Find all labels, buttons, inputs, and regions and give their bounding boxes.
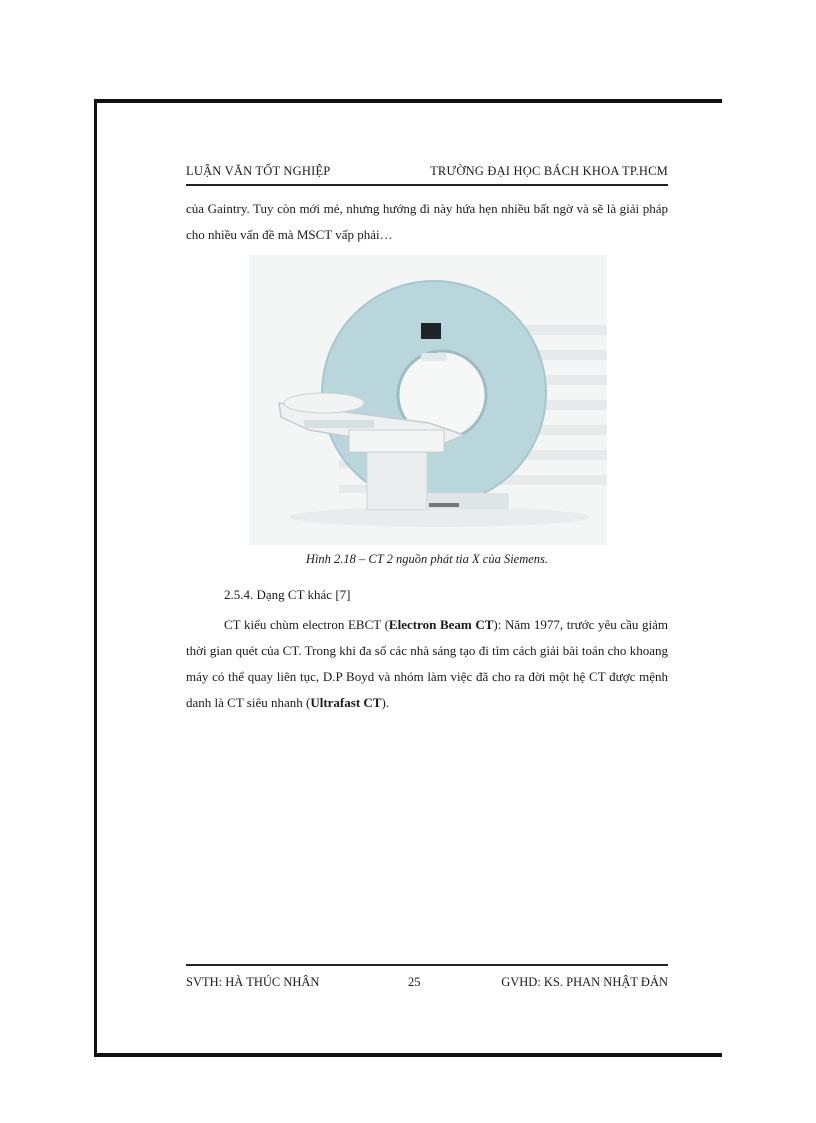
- ct-scanner-figure: [249, 255, 607, 545]
- header-rule: [186, 184, 668, 186]
- footer-advisor: GVHD: KS. PHAN NHẬT ĐẢN: [501, 975, 668, 989]
- page-footer: [186, 975, 668, 995]
- section-heading: 2.5.4. Dạng CT khác [7]: [224, 587, 351, 602]
- header-university: TRƯỜNG ĐẠI HỌC BÁCH KHOA TP.HCM: [430, 164, 668, 178]
- intro-paragraph: của Gaintry. Tuy còn mới mẻ, nhưng hướng đi này hứa hẹn nhiều bất ngờ và sẽ là giải pháp cho nhiều vấn đề mà MSCT vấp phải…: [186, 201, 668, 242]
- footer-page-number: 25: [408, 975, 421, 989]
- body-text-3: ).: [381, 695, 390, 710]
- page-header: [186, 160, 668, 182]
- body-bold-ultrafast: Ultrafast CT: [310, 695, 382, 710]
- page-frame-left: [94, 99, 97, 1057]
- footer-rule: [186, 964, 668, 966]
- page-frame-bottom: [94, 1053, 722, 1057]
- figure-caption: Hình 2.18 – CT 2 nguồn phát tia X của Siemens.: [305, 552, 549, 566]
- ct-scanner-image: [249, 255, 607, 545]
- body-text-2: ): Năm 1977, trước yêu cầu giảm thời gian quét của CT. Trong khi đa số các nhà sáng tạo đi tìm cách giải bài toán cho khoang máy có thể quay liên tục, D.P Boyd và nhóm làm việc đã cho ra đời một hệ CT được mệnh danh là CT siêu nhanh (: [186, 617, 668, 710]
- body-text-1: CT kiểu chùm electron EBCT (: [224, 617, 389, 632]
- body-paragraph: [186, 612, 668, 716]
- page-frame-top: [94, 99, 722, 103]
- body-bold-electron-beam: Electron Beam CT: [388, 617, 494, 632]
- footer-student: SVTH: HÀ THÚC NHÂN: [186, 975, 320, 989]
- header-thesis-title: LUẬN VĂN TỐT NGHIỆP: [186, 164, 331, 178]
